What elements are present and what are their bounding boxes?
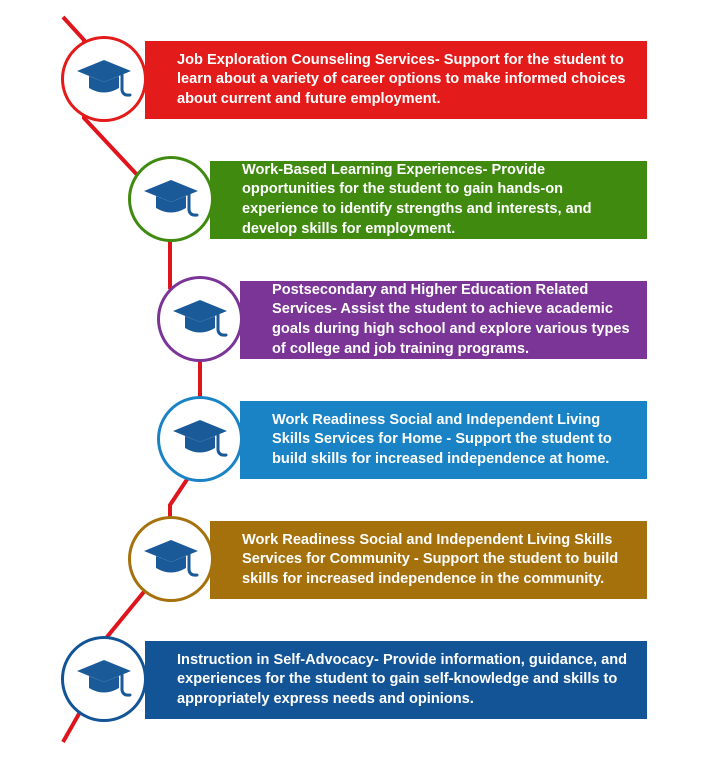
service-banner bbox=[145, 641, 647, 719]
icon-circle bbox=[128, 156, 214, 242]
icon-circle bbox=[157, 276, 243, 362]
icon-circle bbox=[61, 36, 147, 122]
graduation-cap-icon bbox=[75, 657, 133, 701]
service-description: Postsecondary and Higher Education Related Services- Assist the student to achieve academic goals during high school and explore various types of college and job training programs. bbox=[272, 281, 630, 357]
graduation-cap-icon bbox=[171, 297, 229, 341]
service-banner bbox=[240, 281, 647, 359]
service-banner bbox=[210, 161, 647, 239]
service-description: Work Readiness Social and Independent Living Skills Services for Home - Support the student to build skills for increased independence at home. bbox=[272, 411, 612, 467]
service-description: Work Readiness Social and Independent Living Skills Services for Community - Support the student to build skills for increased independence in the community. bbox=[242, 531, 619, 587]
graduation-cap-icon bbox=[142, 177, 200, 221]
icon-circle bbox=[128, 516, 214, 602]
service-description: Work-Based Learning Experiences- Provide opportunities for the student to gain hands-on experience to identify strengths and interests, and develop skills for employment. bbox=[242, 161, 592, 237]
service-description: Job Exploration Counseling Services- Support for the student to learn about a variety of career options to make informed choices about current and future employment. bbox=[177, 51, 626, 107]
icon-circle bbox=[61, 636, 147, 722]
service-banner bbox=[240, 401, 647, 479]
timeline-line bbox=[63, 17, 200, 742]
icon-circle bbox=[157, 396, 243, 482]
graduation-cap-icon bbox=[171, 417, 229, 461]
service-banner bbox=[210, 521, 647, 599]
service-banner bbox=[145, 41, 647, 119]
graduation-cap-icon bbox=[75, 57, 133, 101]
service-description: Instruction in Self-Advocacy- Provide information, guidance, and experiences for the student to gain self-knowledge and skills to appropriately express needs and opinions. bbox=[177, 651, 628, 707]
graduation-cap-icon bbox=[142, 537, 200, 581]
